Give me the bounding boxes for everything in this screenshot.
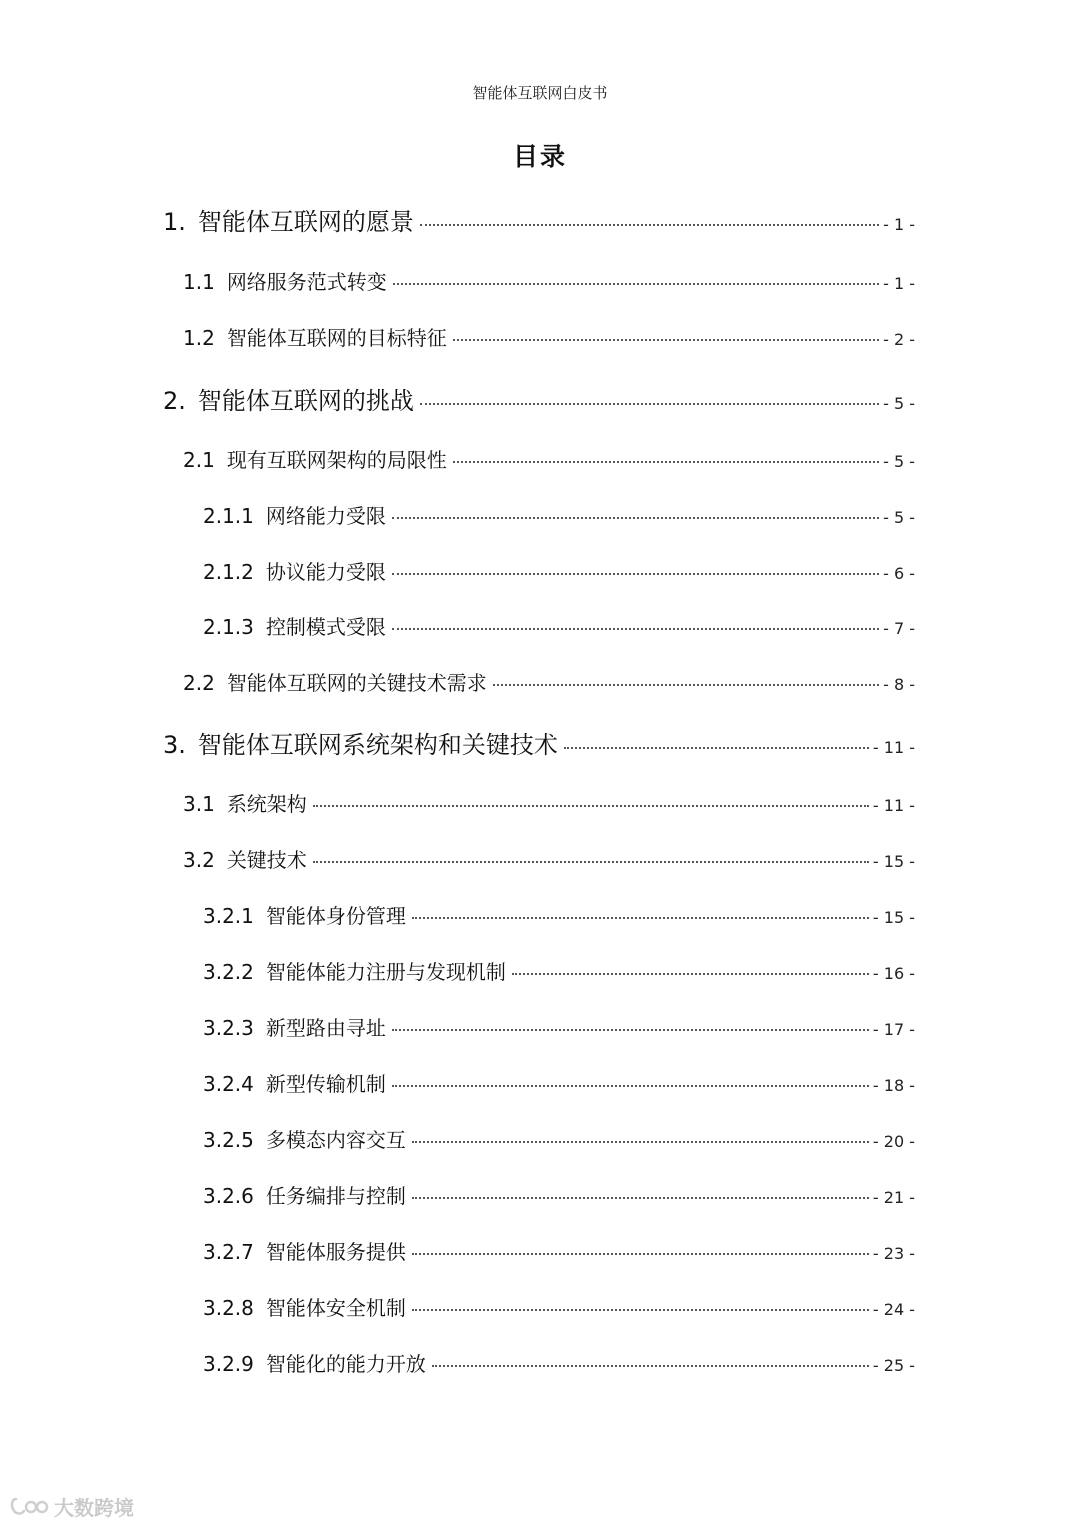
toc-dot-leader xyxy=(412,1197,869,1199)
toc-entry-text: 智能体能力注册与发现机制 xyxy=(265,960,506,984)
toc-entry-page: - 20 - xyxy=(872,1132,915,1151)
toc-entry-page: - 11 - xyxy=(872,796,915,815)
toc-dot-leader xyxy=(392,517,879,519)
toc-entry-number: 2. xyxy=(163,387,186,415)
toc-dot-leader xyxy=(392,628,879,630)
toc-entry-page: - 15 - xyxy=(872,852,915,871)
running-header: 智能体互联网白皮书 xyxy=(472,84,608,102)
toc-entry-text: 新型传输机制 xyxy=(265,1072,386,1096)
toc-entry-number: 3.2.7 xyxy=(203,1240,254,1264)
toc-entry-page: - 21 - xyxy=(872,1188,915,1207)
toc-entry-page: - 5 - xyxy=(883,452,915,471)
toc-entry-2[interactable] xyxy=(163,381,915,416)
toc-entry-number: 2.2 xyxy=(183,671,215,695)
toc-dot-leader xyxy=(512,973,869,975)
toc-entry-3-2-5[interactable] xyxy=(203,1124,915,1153)
toc-entry-page: - 11 - xyxy=(872,738,915,757)
toc-entry-number: 2.1.2 xyxy=(203,560,254,584)
toc-entry-text: 网络服务范式转变 xyxy=(226,270,387,294)
toc-entry-page: - 5 - xyxy=(883,394,915,413)
toc-entry-2-1-3[interactable] xyxy=(203,611,915,640)
toc-entry-text: 智能体互联网系统架构和关键技术 xyxy=(197,731,558,759)
toc-entry-number: 3.2.5 xyxy=(203,1128,254,1152)
toc-entry-1-2[interactable] xyxy=(183,322,915,351)
toc-dot-leader xyxy=(392,1085,869,1087)
toc-entry-page: - 17 - xyxy=(872,1020,915,1039)
toc-entry-number: 3.2.4 xyxy=(203,1072,254,1096)
toc-entry-3-2-1[interactable] xyxy=(203,900,915,929)
watermark xyxy=(10,1492,134,1521)
toc-entry-3-2-2[interactable] xyxy=(203,956,915,985)
toc-entry-text: 关键技术 xyxy=(226,848,307,872)
toc-entry-3-1[interactable] xyxy=(183,788,915,817)
toc-entry-number: 1.2 xyxy=(183,326,215,350)
toc-entry-number: 2.1 xyxy=(183,448,215,472)
toc-entry-page: - 2 - xyxy=(883,330,915,349)
toc-dot-leader xyxy=(392,573,879,575)
toc-dot-leader xyxy=(432,1365,869,1367)
toc-entry-page: - 7 - xyxy=(883,619,915,638)
toc-entry-text: 智能体互联网的愿景 xyxy=(197,208,414,236)
brand-logo-icon xyxy=(10,1495,50,1519)
toc-entry-text: 智能体安全机制 xyxy=(265,1296,406,1320)
toc-entry-number: 3.2.8 xyxy=(203,1296,254,1320)
toc-entry-2-1[interactable] xyxy=(183,444,915,473)
toc-dot-leader xyxy=(313,805,869,807)
toc-entry-1[interactable] xyxy=(163,202,915,237)
toc-entry-number: 1. xyxy=(163,208,186,236)
toc-entry-text: 多模态内容交互 xyxy=(265,1128,406,1152)
toc-dot-leader xyxy=(412,1141,869,1143)
toc-entry-page: - 1 - xyxy=(883,215,915,234)
toc-entry-3-2-8[interactable] xyxy=(203,1292,915,1321)
toc-entry-3[interactable] xyxy=(163,725,915,760)
toc-dot-leader xyxy=(453,339,879,341)
toc-entry-text: 智能体服务提供 xyxy=(265,1240,406,1264)
toc-entry-3-2-6[interactable] xyxy=(203,1180,915,1209)
toc-entry-page: - 6 - xyxy=(883,564,915,583)
toc-entry-3-2-4[interactable] xyxy=(203,1068,915,1097)
toc-entry-3-2-9[interactable] xyxy=(203,1348,915,1377)
toc-entry-3-2[interactable] xyxy=(183,844,915,873)
toc-entry-number: 3.2.9 xyxy=(203,1352,254,1376)
toc-entry-page: - 23 - xyxy=(872,1244,915,1263)
toc-dot-leader xyxy=(420,403,879,405)
toc-entry-number: 3. xyxy=(163,731,186,759)
toc-entry-number: 3.2.1 xyxy=(203,904,254,928)
toc-dot-leader xyxy=(412,1309,869,1311)
watermark-text: 大数跨境 xyxy=(54,1496,134,1520)
toc-entry-2-1-1[interactable] xyxy=(203,500,915,529)
toc-dot-leader xyxy=(453,461,879,463)
toc-entry-2-1-2[interactable] xyxy=(203,556,915,585)
toc-entry-number: 3.1 xyxy=(183,792,215,816)
toc-entry-text: 任务编排与控制 xyxy=(265,1184,406,1208)
toc-entry-1-1[interactable] xyxy=(183,266,915,295)
toc-entry-page: - 16 - xyxy=(872,964,915,983)
toc-dot-leader xyxy=(313,861,869,863)
toc-entry-number: 2.1.1 xyxy=(203,504,254,528)
toc-dot-leader xyxy=(412,917,869,919)
toc-dot-leader xyxy=(564,747,869,749)
toc-entry-text: 智能体互联网的关键技术需求 xyxy=(226,671,487,695)
toc-entry-number: 3.2 xyxy=(183,848,215,872)
toc-entry-text: 智能体互联网的目标特征 xyxy=(226,326,447,350)
toc-entry-number: 3.2.2 xyxy=(203,960,254,984)
toc-entry-page: - 5 - xyxy=(883,508,915,527)
toc-dot-leader xyxy=(412,1253,869,1255)
toc-entry-text: 网络能力受限 xyxy=(265,504,386,528)
toc-entry-number: 3.2.3 xyxy=(203,1016,254,1040)
toc-entry-2-2[interactable] xyxy=(183,667,915,696)
toc-entry-page: - 18 - xyxy=(872,1076,915,1095)
toc-entry-page: - 25 - xyxy=(872,1356,915,1375)
toc-entry-text: 新型路由寻址 xyxy=(265,1016,386,1040)
toc-entry-number: 3.2.6 xyxy=(203,1184,254,1208)
toc-entry-3-2-3[interactable] xyxy=(203,1012,915,1041)
toc-entry-text: 协议能力受限 xyxy=(265,560,386,584)
toc-entry-number: 1.1 xyxy=(183,270,215,294)
toc-entry-text: 现有互联网架构的局限性 xyxy=(226,448,447,472)
toc-entry-text: 智能化的能力开放 xyxy=(265,1352,426,1376)
toc-entry-page: - 24 - xyxy=(872,1300,915,1319)
toc-entry-number: 2.1.3 xyxy=(203,615,254,639)
toc-entry-text: 智能体身份管理 xyxy=(265,904,406,928)
toc-entry-page: - 8 - xyxy=(883,675,915,694)
toc-entry-text: 系统架构 xyxy=(226,792,307,816)
toc-entry-text: 控制模式受限 xyxy=(265,615,386,639)
toc-dot-leader xyxy=(392,1029,869,1031)
toc-dot-leader xyxy=(493,684,879,686)
toc-title: 目录 xyxy=(512,142,567,171)
toc-entry-3-2-7[interactable] xyxy=(203,1236,915,1265)
toc-entry-page: - 15 - xyxy=(872,908,915,927)
toc-dot-leader xyxy=(420,224,879,226)
toc-dot-leader xyxy=(393,283,879,285)
toc-entry-text: 智能体互联网的挑战 xyxy=(197,387,414,415)
toc-entry-page: - 1 - xyxy=(883,274,915,293)
